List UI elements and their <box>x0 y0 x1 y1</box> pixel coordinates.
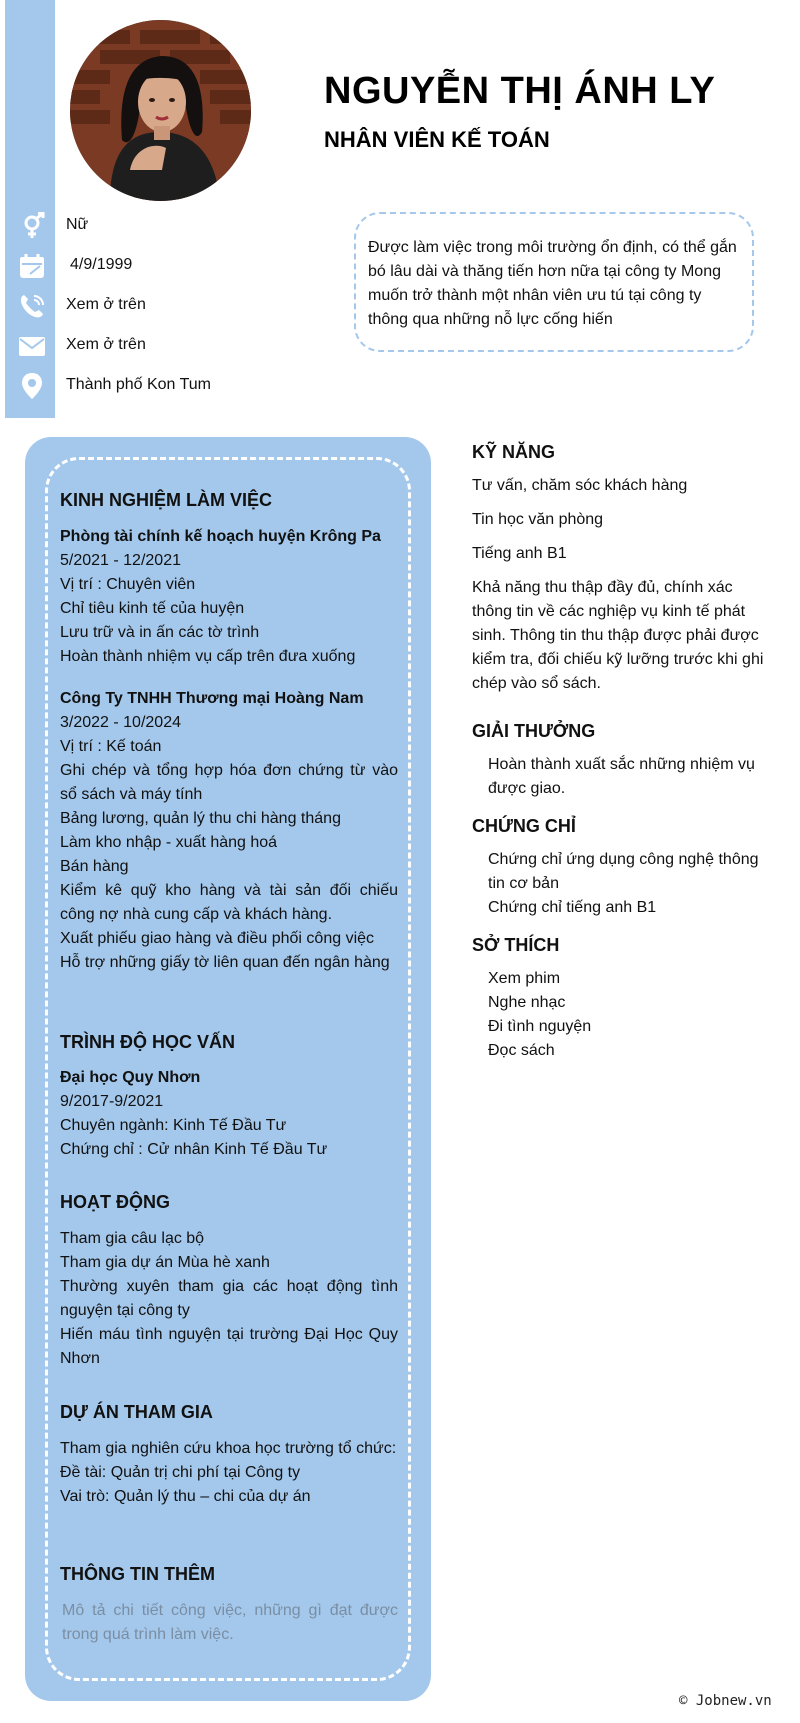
contact-birthday-text: 4/9/1999 <box>70 256 133 273</box>
skill-text: Tin học văn phòng <box>472 511 604 528</box>
skill-text: Khả năng thu thập đầy đủ, chính xác thông tin về các nghiệp vụ kinh tế phát sinh. Thông tin thu thập được phải được kiểm tra, đối chiếu kỹ lưỡng trước khi ghi chép vào sổ sách. <box>472 579 764 692</box>
job-company: Công Ty TNHH Thương mại Hoàng Nam <box>60 690 364 707</box>
additional-section <box>60 1562 398 1586</box>
career-objective <box>354 212 754 352</box>
experience-job-2 <box>60 687 398 975</box>
job-title: NHÂN VIÊN KẾ TOÁN <box>324 127 550 152</box>
job-company: Phòng tài chính kế hoạch huyện Krông Pa <box>60 528 381 545</box>
phone-icon <box>18 292 46 320</box>
job-task: Xuất phiếu giao hàng và điều phối công việc <box>60 930 375 947</box>
certificates-list <box>472 848 772 920</box>
award-item: Hoàn thành xuất sắc những nhiệm vụ được giao. <box>488 756 755 797</box>
projects-heading: DỰ ÁN THAM GIA <box>60 1402 213 1422</box>
location-icon <box>18 372 46 400</box>
hobbies-heading: SỞ THÍCH <box>472 935 560 955</box>
footer-credit: © Jobnew.vn <box>679 1693 772 1709</box>
contact-address-text: Thành phố Kon Tum <box>66 376 211 393</box>
job-position: Vị trí : Chuyên viên <box>60 576 196 593</box>
hobby-item: Đi tình nguyện <box>488 1018 592 1035</box>
email-icon <box>18 332 46 360</box>
contact-phone-text: Xem ở trên <box>66 296 146 313</box>
profile-photo <box>70 20 251 201</box>
hobbies-section <box>472 933 772 957</box>
contact-gender-text: Nữ <box>66 216 89 233</box>
certificate-item: Chứng chỉ tiếng anh B1 <box>488 899 657 916</box>
education-section <box>60 1030 398 1054</box>
job-task: Ghi chép và tổng hợp hóa đơn chứng từ vào sổ sách và máy tính <box>60 762 398 803</box>
skill-text: Tư vấn, chăm sóc khách hàng <box>472 477 688 494</box>
skill-item <box>472 474 772 498</box>
awards-list <box>472 753 772 801</box>
education-school: Đại học Quy Nhơn <box>60 1069 201 1086</box>
contact-email-text: Xem ở trên <box>66 336 146 353</box>
certificate-item: Chứng chỉ ứng dụng công nghệ thông tin cơ bản <box>488 851 759 892</box>
contact-birthday <box>0 245 300 285</box>
job-task: Chỉ tiêu kinh tế của huyện <box>60 600 245 617</box>
activity-item: Hiến máu tình nguyện tại trường Đại Học Quy Nhơn <box>60 1326 398 1367</box>
project-item: Đề tài: Quản trị chi phí tại Công ty <box>60 1464 301 1481</box>
project-item: Tham gia nghiên cứu khoa học trường tổ chức: <box>60 1440 397 1457</box>
additional-heading: THÔNG TIN THÊM <box>60 1564 215 1584</box>
contact-gender <box>0 205 300 245</box>
hobbies-list <box>472 967 772 1063</box>
skill-item <box>472 508 772 532</box>
experience-heading: KINH NGHIỆM LÀM VIỆC <box>60 490 273 510</box>
additional-placeholder: Mô tả chi tiết công việc, những gì đạt được trong quá trình làm việc. <box>62 1602 398 1643</box>
hobby-item: Đọc sách <box>488 1042 555 1059</box>
job-task: Bảng lương, quản lý thu chi hàng tháng <box>60 810 341 827</box>
gender-icon <box>18 212 46 240</box>
skill-item <box>472 542 772 566</box>
career-objective-text: Được làm việc trong môi trường ổn định, có thể gắn bó lâu dài và thăng tiến hơn nữa tại công ty Mong muốn trở thành một nhân viên ưu tú tại công ty thông qua những nỗ lực cống hiến <box>368 239 737 328</box>
skills-heading: KỸ NĂNG <box>472 442 556 462</box>
activity-item: Tham gia câu lạc bộ <box>60 1230 205 1247</box>
experience-job-1 <box>60 525 398 669</box>
skills-section <box>472 440 772 464</box>
activity-item: Thường xuyên tham gia các hoạt động tình nguyện tại công ty <box>60 1278 398 1319</box>
awards-section <box>472 719 772 743</box>
education-period: 9/2017-9/2021 <box>60 1093 164 1110</box>
job-period: 3/2022 - 10/2024 <box>60 714 181 731</box>
education-major: Chuyên ngành: Kinh Tế Đầu Tư <box>60 1117 287 1134</box>
job-task: Hoàn thành nhiệm vụ cấp trên đưa xuống <box>60 648 356 665</box>
hobby-item: Xem phim <box>488 970 561 987</box>
projects-section <box>60 1400 398 1424</box>
job-position: Vị trí : Kế toán <box>60 738 162 755</box>
additional-content <box>60 1599 398 1647</box>
contact-email <box>0 325 300 365</box>
education-degree: Chứng chỉ : Cử nhân Kinh Tế Đầu Tư <box>60 1141 328 1158</box>
activities-section <box>60 1190 398 1214</box>
job-task: Hỗ trợ những giấy tờ liên quan đến ngân hàng <box>60 954 390 971</box>
job-task: Kiểm kê quỹ kho hàng và tài sản đối chiếu công nợ nhà cung cấp và khách hàng. <box>60 882 398 923</box>
activities-heading: HOẠT ĐỘNG <box>60 1192 170 1212</box>
project-item: Vai trò: Quản lý thu – chi của dự án <box>60 1488 311 1505</box>
education-heading: TRÌNH ĐỘ HỌC VẤN <box>60 1032 235 1052</box>
contact-address <box>0 365 300 405</box>
job-task: Bán hàng <box>60 858 129 875</box>
activities-list <box>60 1227 398 1371</box>
contact-phone <box>0 285 300 325</box>
education-entry <box>60 1066 398 1162</box>
awards-heading: GIẢI THƯỞNG <box>472 721 596 741</box>
certificates-section <box>472 814 772 838</box>
candidate-name: NGUYỄN THỊ ÁNH LY <box>324 70 716 112</box>
job-task: Làm kho nhập - xuất hàng hoá <box>60 834 278 851</box>
certificates-heading: CHỨNG CHỈ <box>472 816 576 836</box>
skill-text: Tiếng anh B1 <box>472 545 567 562</box>
experience-section <box>60 488 398 512</box>
skill-item <box>472 576 772 696</box>
projects-list <box>60 1437 398 1509</box>
job-period: 5/2021 - 12/2021 <box>60 552 181 569</box>
hobby-item: Nghe nhạc <box>488 994 566 1011</box>
calendar-icon <box>18 252 46 280</box>
activity-item: Tham gia dự án Mùa hè xanh <box>60 1254 270 1271</box>
job-task: Lưu trữ và in ấn các tờ trình <box>60 624 260 641</box>
